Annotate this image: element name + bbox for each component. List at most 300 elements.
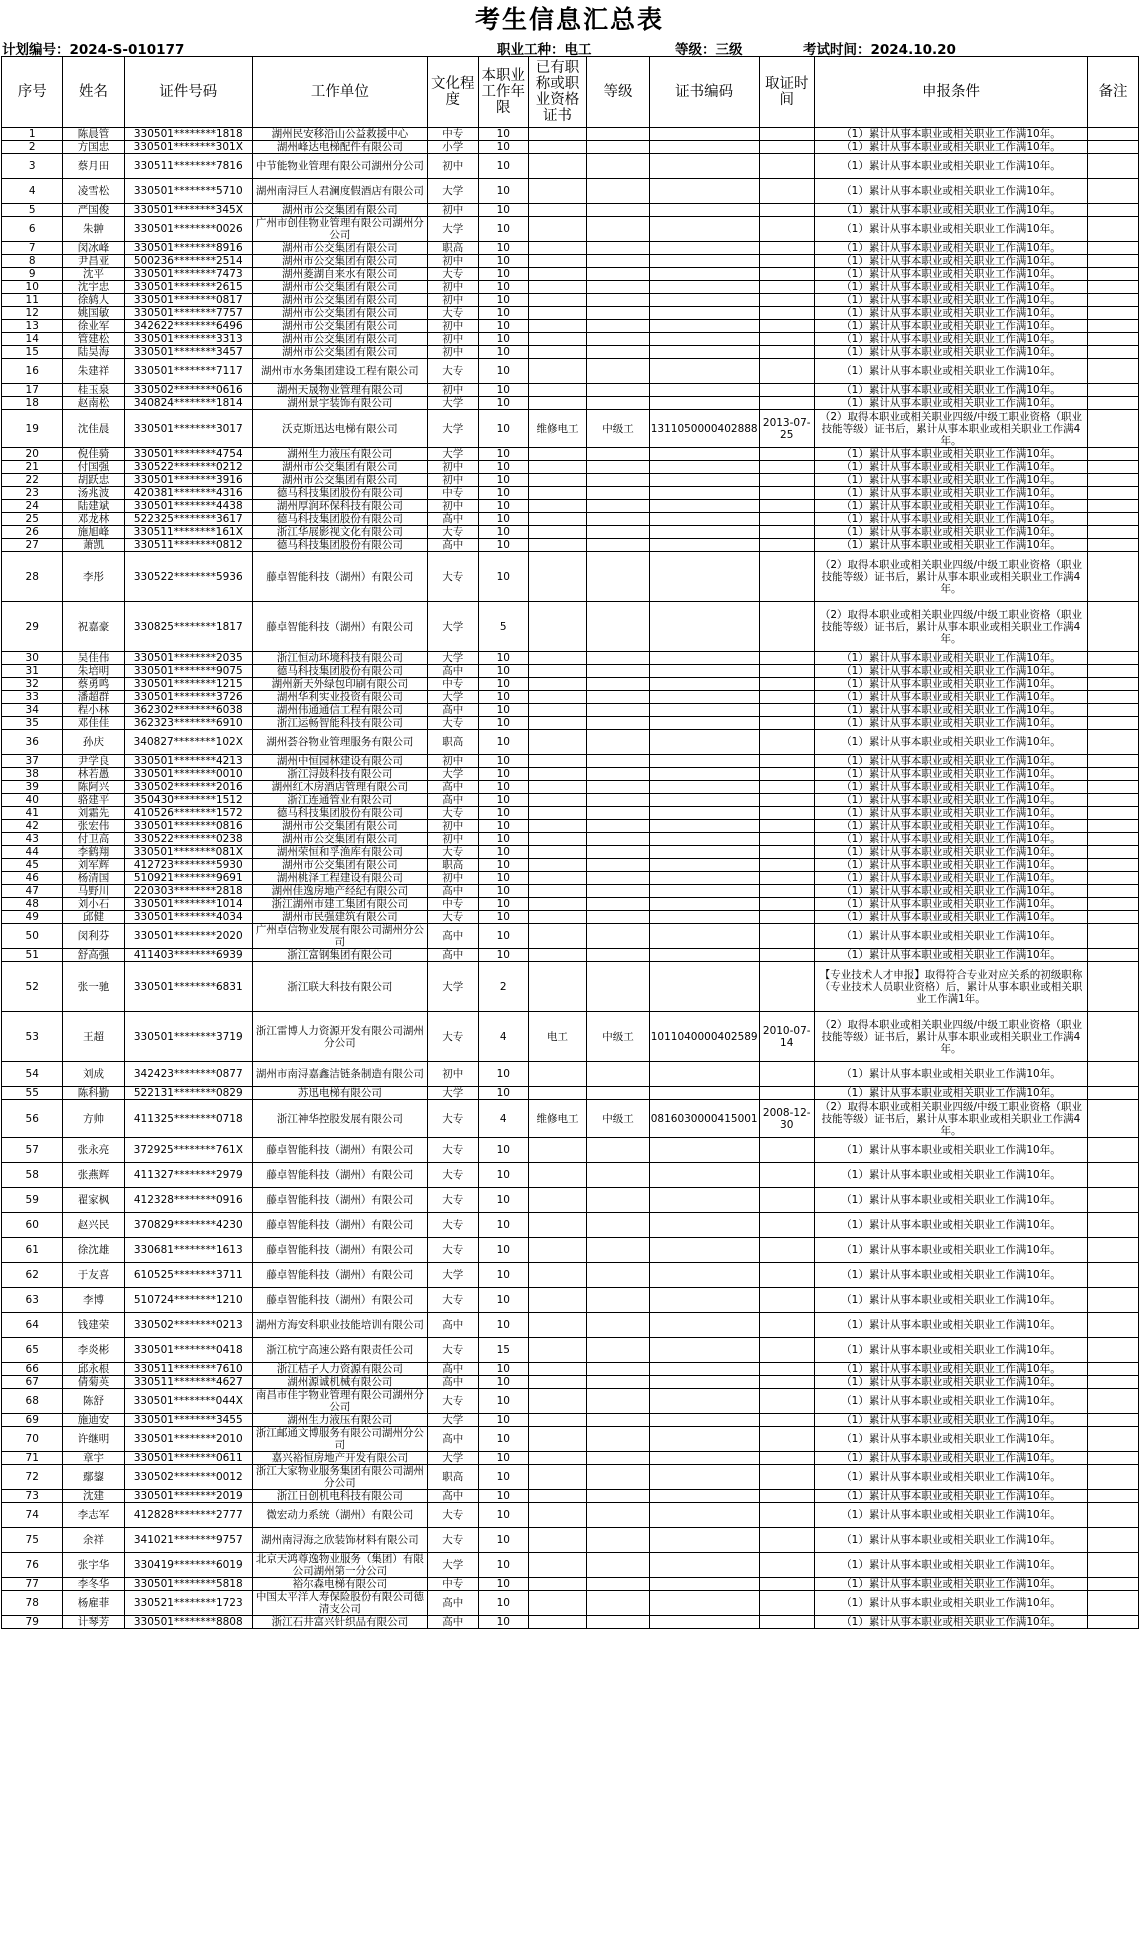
cell-name: 赵南松 <box>63 397 124 410</box>
cell-cert-date <box>759 820 814 833</box>
cell-grade <box>587 665 649 678</box>
cell-work-years: 10 <box>478 1213 528 1238</box>
cell-index: 60 <box>2 1213 63 1238</box>
cell-id-number: 330522********0238 <box>124 833 252 846</box>
cell-remark <box>1088 1616 1139 1629</box>
cell-remark <box>1088 1238 1139 1263</box>
cell-education: 初中 <box>427 833 478 846</box>
cell-work-years: 10 <box>478 448 528 461</box>
cell-education: 初中 <box>427 461 478 474</box>
cell-remark <box>1088 539 1139 552</box>
cell-index: 22 <box>2 474 63 487</box>
cell-cert-code <box>649 781 759 794</box>
header-existing-cert: 已有职称或职业资格证书 <box>528 57 587 128</box>
cell-condition: （1）累计从事本职业或相关职业工作满10年。 <box>814 846 1087 859</box>
cell-grade <box>587 1338 649 1363</box>
cell-existing-cert <box>528 1553 587 1578</box>
cell-id-number: 372925********761X <box>124 1138 252 1163</box>
cell-cert-date <box>759 307 814 320</box>
cell-name: 李冬华 <box>63 1578 124 1591</box>
cell-index: 46 <box>2 872 63 885</box>
cell-employer: 湖州源诚机械有限公司 <box>252 1376 427 1389</box>
cell-cert-date <box>759 755 814 768</box>
cell-cert-date <box>759 384 814 397</box>
table-row <box>2 794 1139 807</box>
cell-id-number: 410526********1572 <box>124 807 252 820</box>
cell-employer: 中国太平洋人寿保险股份有限公司德清支公司 <box>252 1591 427 1616</box>
cell-condition: （1）累计从事本职业或相关职业工作满10年。 <box>814 833 1087 846</box>
cell-cert-code <box>649 704 759 717</box>
cell-employer: 藤卓智能科技（湖州）有限公司 <box>252 1263 427 1288</box>
cell-id-number: 330501********7117 <box>124 359 252 384</box>
cell-condition: （1）累计从事本职业或相关职业工作满10年。 <box>814 346 1087 359</box>
cell-employer: 浙江联大科技有限公司 <box>252 962 427 1012</box>
cell-index: 8 <box>2 255 63 268</box>
cell-education: 大专 <box>427 911 478 924</box>
cell-name: 施迪安 <box>63 1414 124 1427</box>
cell-condition: （1）累计从事本职业或相关职业工作满10年。 <box>814 717 1087 730</box>
cell-name: 付卫高 <box>63 833 124 846</box>
cell-education: 高中 <box>427 1427 478 1452</box>
cell-cert-date <box>759 1087 814 1100</box>
cell-name: 程小林 <box>63 704 124 717</box>
table-body <box>2 128 1139 1629</box>
cell-work-years: 10 <box>478 154 528 179</box>
cell-condition: （1）累计从事本职业或相关职业工作满10年。 <box>814 526 1087 539</box>
cell-work-years: 10 <box>478 513 528 526</box>
cell-index: 43 <box>2 833 63 846</box>
cell-existing-cert <box>528 1313 587 1338</box>
cell-remark <box>1088 691 1139 704</box>
cell-work-years: 10 <box>478 924 528 949</box>
cell-work-years: 10 <box>478 898 528 911</box>
cell-employer: 湖州市公交集团有限公司 <box>252 833 427 846</box>
cell-name: 许继明 <box>63 1427 124 1452</box>
cell-employer: 浙江湖州市建工集团有限公司 <box>252 898 427 911</box>
table-row <box>2 781 1139 794</box>
table-row <box>2 678 1139 691</box>
cell-employer: 湖州市水务集团建设工程有限公司 <box>252 359 427 384</box>
cell-remark <box>1088 384 1139 397</box>
cell-employer: 藤卓智能科技（湖州）有限公司 <box>252 602 427 652</box>
cell-existing-cert <box>528 665 587 678</box>
cell-education: 高中 <box>427 1376 478 1389</box>
cell-existing-cert <box>528 1087 587 1100</box>
cell-work-years: 10 <box>478 204 528 217</box>
cell-name: 朱培明 <box>63 665 124 678</box>
cell-remark <box>1088 781 1139 794</box>
cell-name: 吴佳伟 <box>63 652 124 665</box>
cell-work-years: 10 <box>478 1578 528 1591</box>
cell-name: 徐业军 <box>63 320 124 333</box>
cell-condition: （1）累计从事本职业或相关职业工作满10年。 <box>814 665 1087 678</box>
cell-education: 初中 <box>427 346 478 359</box>
cell-name: 尹昌亚 <box>63 255 124 268</box>
cell-employer: 湖州南浔巨人君澜度假酒店有限公司 <box>252 179 427 204</box>
cell-remark <box>1088 1188 1139 1213</box>
cell-education: 初中 <box>427 474 478 487</box>
cell-existing-cert <box>528 807 587 820</box>
cell-condition: （1）累计从事本职业或相关职业工作满10年。 <box>814 1313 1087 1338</box>
cell-employer: 藤卓智能科技（湖州）有限公司 <box>252 1288 427 1313</box>
cell-cert-code <box>649 678 759 691</box>
cell-condition: （1）累计从事本职业或相关职业工作满10年。 <box>814 1163 1087 1188</box>
cell-work-years: 10 <box>478 487 528 500</box>
cell-education: 大专 <box>427 717 478 730</box>
cell-cert-code <box>649 1238 759 1263</box>
cell-remark <box>1088 911 1139 924</box>
cell-cert-code <box>649 500 759 513</box>
cell-education: 大专 <box>427 1012 478 1062</box>
cell-education: 高中 <box>427 885 478 898</box>
cell-employer: 浙江富钢集团有限公司 <box>252 949 427 962</box>
cell-cert-code <box>649 846 759 859</box>
cell-id-number: 330501********3726 <box>124 691 252 704</box>
cell-cert-code <box>649 461 759 474</box>
cell-index: 48 <box>2 898 63 911</box>
cell-condition: （1）累计从事本职业或相关职业工作满10年。 <box>814 1188 1087 1213</box>
cell-grade <box>587 872 649 885</box>
header-cert-date: 取证时间 <box>759 57 814 128</box>
cell-work-years: 10 <box>478 307 528 320</box>
cell-id-number: 330501********1818 <box>124 128 252 141</box>
cell-employer: 湖州天晟物业管理有限公司 <box>252 384 427 397</box>
cell-remark <box>1088 1578 1139 1591</box>
cell-index: 68 <box>2 1389 63 1414</box>
table-row <box>2 320 1139 333</box>
cell-work-years: 10 <box>478 755 528 768</box>
cell-existing-cert <box>528 678 587 691</box>
cell-condition: （1）累计从事本职业或相关职业工作满10年。 <box>814 397 1087 410</box>
cell-existing-cert <box>528 1263 587 1288</box>
cell-index: 44 <box>2 846 63 859</box>
cell-grade <box>587 1591 649 1616</box>
cell-existing-cert <box>528 1427 587 1452</box>
cell-index: 21 <box>2 461 63 474</box>
cell-index: 50 <box>2 924 63 949</box>
cell-cert-date <box>759 320 814 333</box>
cell-id-number: 330501********2035 <box>124 652 252 665</box>
table-row <box>2 1414 1139 1427</box>
cell-employer: 湖州红木房酒店管理有限公司 <box>252 781 427 794</box>
cell-index: 49 <box>2 911 63 924</box>
cell-remark <box>1088 678 1139 691</box>
cell-cert-code <box>649 717 759 730</box>
cell-cert-date <box>759 807 814 820</box>
cell-cert-code <box>649 1591 759 1616</box>
cell-cert-date <box>759 1553 814 1578</box>
cell-employer: 湖州市公交集团有限公司 <box>252 333 427 346</box>
cell-grade <box>587 397 649 410</box>
table-row <box>2 346 1139 359</box>
cell-education: 高中 <box>427 1363 478 1376</box>
cell-grade <box>587 539 649 552</box>
cell-index: 47 <box>2 885 63 898</box>
cell-work-years: 10 <box>478 1188 528 1213</box>
cell-id-number: 330501********1215 <box>124 678 252 691</box>
cell-condition: （1）累计从事本职业或相关职业工作满10年。 <box>814 204 1087 217</box>
cell-education: 大学 <box>427 652 478 665</box>
cell-work-years: 10 <box>478 1490 528 1503</box>
cell-cert-code <box>649 859 759 872</box>
cell-cert-date <box>759 717 814 730</box>
cell-index: 35 <box>2 717 63 730</box>
cell-name: 李博 <box>63 1288 124 1313</box>
cell-remark <box>1088 179 1139 204</box>
cell-employer: 德马科技集团股份有限公司 <box>252 665 427 678</box>
cell-work-years: 10 <box>478 397 528 410</box>
table-row <box>2 397 1139 410</box>
cell-id-number: 330681********1613 <box>124 1238 252 1263</box>
cell-name: 沈建 <box>63 1490 124 1503</box>
cell-cert-date <box>759 833 814 846</box>
cell-condition: （1）累计从事本职业或相关职业工作满10年。 <box>814 294 1087 307</box>
table-row <box>2 602 1139 652</box>
cell-employer: 浙江恒动环境科技有限公司 <box>252 652 427 665</box>
cell-id-number: 412828********2777 <box>124 1503 252 1528</box>
cell-grade <box>587 217 649 242</box>
cell-cert-date <box>759 1503 814 1528</box>
cell-work-years: 10 <box>478 179 528 204</box>
cell-grade <box>587 846 649 859</box>
cell-education: 高中 <box>427 704 478 717</box>
cell-existing-cert <box>528 768 587 781</box>
cell-education: 高中 <box>427 949 478 962</box>
cell-index: 2 <box>2 141 63 154</box>
cell-index: 58 <box>2 1163 63 1188</box>
cell-cert-date <box>759 526 814 539</box>
cell-name: 陈晨管 <box>63 128 124 141</box>
cell-id-number: 510921********9691 <box>124 872 252 885</box>
table-row <box>2 859 1139 872</box>
cell-condition: （1）累计从事本职业或相关职业工作满10年。 <box>814 1288 1087 1313</box>
cell-cert-code <box>649 949 759 962</box>
cell-index: 3 <box>2 154 63 179</box>
cell-work-years: 10 <box>478 461 528 474</box>
cell-education: 大学 <box>427 1553 478 1578</box>
cell-education: 大学 <box>427 410 478 448</box>
cell-existing-cert <box>528 552 587 602</box>
cell-condition: （1）累计从事本职业或相关职业工作满10年。 <box>814 678 1087 691</box>
cell-remark <box>1088 820 1139 833</box>
header-name: 姓名 <box>63 57 124 128</box>
cell-cert-date <box>759 1490 814 1503</box>
cell-work-years: 10 <box>478 652 528 665</box>
cell-employer: 浙江运畅智能科技有限公司 <box>252 717 427 730</box>
cell-employer: 浙江桔子人力资源有限公司 <box>252 1363 427 1376</box>
cell-employer: 湖州市公交集团有限公司 <box>252 204 427 217</box>
cell-work-years: 2 <box>478 962 528 1012</box>
cell-education: 大学 <box>427 217 478 242</box>
cell-condition: （1）累计从事本职业或相关职业工作满10年。 <box>814 768 1087 781</box>
cell-cert-date <box>759 859 814 872</box>
cell-condition: （1）累计从事本职业或相关职业工作满10年。 <box>814 704 1087 717</box>
cell-condition: （1）累计从事本职业或相关职业工作满10年。 <box>814 255 1087 268</box>
cell-index: 27 <box>2 539 63 552</box>
cell-grade <box>587 949 649 962</box>
cell-remark <box>1088 255 1139 268</box>
cell-education: 高中 <box>427 539 478 552</box>
cell-education: 大学 <box>427 768 478 781</box>
table-row <box>2 500 1139 513</box>
cell-work-years: 10 <box>478 885 528 898</box>
cell-cert-code <box>649 552 759 602</box>
cell-id-number: 330825********1817 <box>124 602 252 652</box>
cell-work-years: 10 <box>478 359 528 384</box>
cell-grade <box>587 911 649 924</box>
cell-name: 于友喜 <box>63 1263 124 1288</box>
cell-cert-code <box>649 872 759 885</box>
cell-cert-date <box>759 872 814 885</box>
cell-work-years: 10 <box>478 539 528 552</box>
cell-index: 19 <box>2 410 63 448</box>
cell-education: 大专 <box>427 846 478 859</box>
cell-existing-cert <box>528 1465 587 1490</box>
cell-index: 62 <box>2 1263 63 1288</box>
table-row <box>2 474 1139 487</box>
cell-cert-date <box>759 1138 814 1163</box>
cell-name: 张宇华 <box>63 1553 124 1578</box>
cell-condition: （1）累计从事本职业或相关职业工作满10年。 <box>814 448 1087 461</box>
cell-grade <box>587 1490 649 1503</box>
cell-name: 刘军辉 <box>63 859 124 872</box>
cell-work-years: 10 <box>478 526 528 539</box>
cell-grade <box>587 885 649 898</box>
cell-remark <box>1088 242 1139 255</box>
table-row <box>2 1238 1139 1263</box>
cell-remark <box>1088 665 1139 678</box>
cell-name: 姚国敏 <box>63 307 124 320</box>
cell-name: 张永亮 <box>63 1138 124 1163</box>
cell-employer: 藤卓智能科技（湖州）有限公司 <box>252 552 427 602</box>
cell-name: 蔡月田 <box>63 154 124 179</box>
cell-id-number: 330521********1723 <box>124 1591 252 1616</box>
cell-work-years: 10 <box>478 665 528 678</box>
cell-condition: （1）累计从事本职业或相关职业工作满10年。 <box>814 333 1087 346</box>
cell-education: 中专 <box>427 487 478 500</box>
cell-name: 蔡勇鸣 <box>63 678 124 691</box>
cell-condition: （1）累计从事本职业或相关职业工作满10年。 <box>814 461 1087 474</box>
cell-name: 林若愚 <box>63 768 124 781</box>
cell-name: 祝嘉豪 <box>63 602 124 652</box>
cell-cert-date <box>759 217 814 242</box>
cell-cert-code <box>649 911 759 924</box>
cell-condition: （1）累计从事本职业或相关职业工作满10年。 <box>814 1578 1087 1591</box>
cell-index: 7 <box>2 242 63 255</box>
cell-education: 中专 <box>427 128 478 141</box>
cell-index: 13 <box>2 320 63 333</box>
cell-education: 大专 <box>427 1213 478 1238</box>
cell-grade <box>587 859 649 872</box>
cell-education: 大专 <box>427 1138 478 1163</box>
cell-name: 李鹤翔 <box>63 846 124 859</box>
cell-existing-cert <box>528 242 587 255</box>
cell-remark <box>1088 1363 1139 1376</box>
cell-name: 张宏伟 <box>63 820 124 833</box>
cell-existing-cert <box>528 820 587 833</box>
cell-remark <box>1088 461 1139 474</box>
cell-name: 章宇 <box>63 1452 124 1465</box>
cell-cert-code <box>649 179 759 204</box>
cell-cert-date <box>759 885 814 898</box>
cell-education: 高中 <box>427 924 478 949</box>
cell-existing-cert <box>528 281 587 294</box>
cell-name: 鄢鋆 <box>63 1465 124 1490</box>
cell-employer: 浙江邮通文博服务有限公司湖州分公司 <box>252 1427 427 1452</box>
cell-grade <box>587 487 649 500</box>
cell-remark <box>1088 949 1139 962</box>
cell-id-number: 330501********3313 <box>124 333 252 346</box>
cell-cert-date <box>759 1238 814 1263</box>
cell-education: 大学 <box>427 179 478 204</box>
cell-grade <box>587 141 649 154</box>
cell-cert-code <box>649 448 759 461</box>
cell-id-number: 330501********5710 <box>124 179 252 204</box>
cell-remark <box>1088 872 1139 885</box>
cell-education: 大专 <box>427 1338 478 1363</box>
table-row <box>2 717 1139 730</box>
cell-existing-cert <box>528 487 587 500</box>
cell-index: 59 <box>2 1188 63 1213</box>
plan-number: 计划编号：2024-S-010177 <box>2 42 185 58</box>
cell-cert-code <box>649 1553 759 1578</box>
cell-cert-date <box>759 255 814 268</box>
cell-cert-code <box>649 307 759 320</box>
table-row <box>2 448 1139 461</box>
cell-employer: 湖州生力液压有限公司 <box>252 448 427 461</box>
cell-remark <box>1088 359 1139 384</box>
cell-existing-cert <box>528 1138 587 1163</box>
cell-condition: （1）累计从事本职业或相关职业工作满10年。 <box>814 652 1087 665</box>
cell-grade <box>587 833 649 846</box>
cell-work-years: 10 <box>478 949 528 962</box>
cell-existing-cert <box>528 307 587 320</box>
cell-name: 倪佳骑 <box>63 448 124 461</box>
cell-education: 初中 <box>427 820 478 833</box>
cell-grade: 中级工 <box>587 1012 649 1062</box>
cell-cert-date <box>759 768 814 781</box>
cell-work-years: 10 <box>478 1427 528 1452</box>
cell-remark <box>1088 307 1139 320</box>
cell-grade <box>587 204 649 217</box>
cell-work-years: 10 <box>478 410 528 448</box>
cell-work-years: 10 <box>478 730 528 755</box>
cell-employer: 裕尔森电梯有限公司 <box>252 1578 427 1591</box>
cell-existing-cert <box>528 448 587 461</box>
candidate-table <box>1 56 1139 1629</box>
cell-id-number: 330502********0213 <box>124 1313 252 1338</box>
cell-condition: （1）累计从事本职业或相关职业工作满10年。 <box>814 1490 1087 1503</box>
cell-cert-code <box>649 691 759 704</box>
cell-employer: 浙江雷博人力资源开发有限公司湖州分公司 <box>252 1012 427 1062</box>
cell-name: 朱翀 <box>63 217 124 242</box>
cell-cert-code <box>649 652 759 665</box>
table-row <box>2 755 1139 768</box>
cell-id-number: 330501********4034 <box>124 911 252 924</box>
cell-grade <box>587 552 649 602</box>
cell-remark <box>1088 552 1139 602</box>
cell-education: 大学 <box>427 602 478 652</box>
cell-education: 大学 <box>427 1087 478 1100</box>
cell-grade <box>587 602 649 652</box>
cell-name: 马野川 <box>63 885 124 898</box>
cell-condition: （1）累计从事本职业或相关职业工作满10年。 <box>814 1452 1087 1465</box>
cell-employer: 德马科技集团股份有限公司 <box>252 539 427 552</box>
cell-employer: 浙江连通管业有限公司 <box>252 794 427 807</box>
page-title: 考生信息汇总表 <box>474 5 664 34</box>
cell-index: 23 <box>2 487 63 500</box>
cell-index: 67 <box>2 1376 63 1389</box>
